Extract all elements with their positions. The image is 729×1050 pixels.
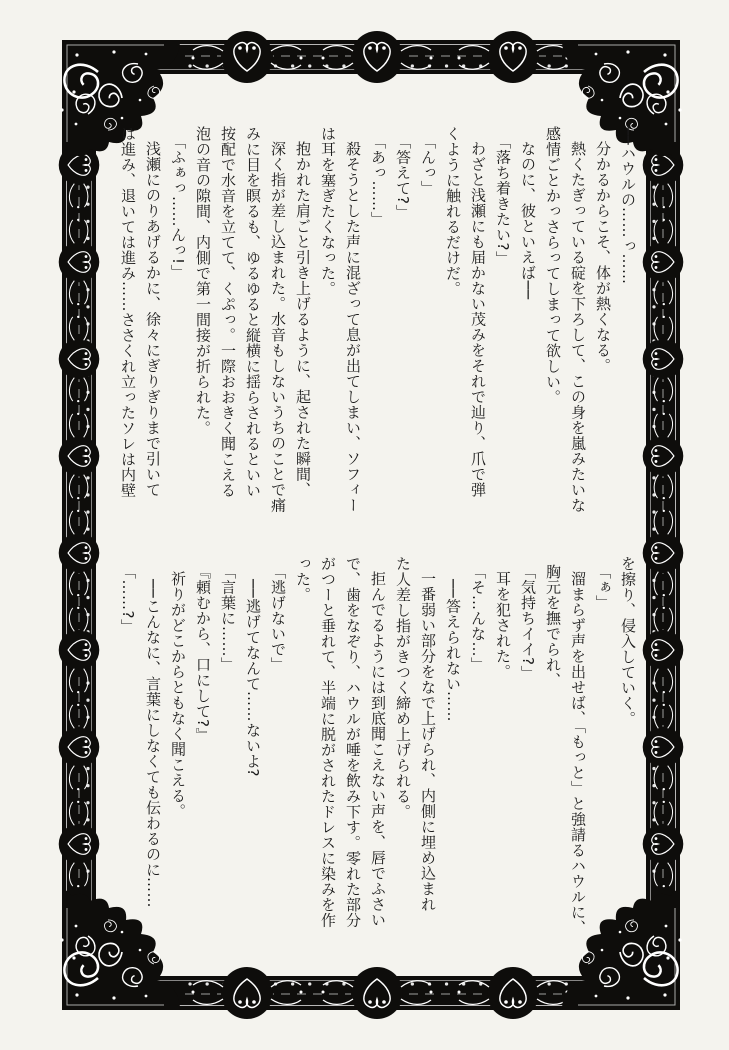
text-line: 耳を犯された。 (494, 571, 512, 680)
text-line: 按配で水音を立てて、くぷっ。一際おおきく聞こえる (219, 126, 237, 498)
text-line: 熱くたぎっている碇を下ろして、この身を嵐みたいな (569, 141, 587, 513)
text-block-top (115, 126, 640, 530)
text-line: わざと浅瀬にも届かない茂みをそれで辿り、爪で弾 (469, 141, 487, 498)
text-line: で、歯をなぞり、ハウルが唾を飲み下す。零れた部分 (344, 556, 362, 928)
text-line: 泡の音の隙間、内側で第一間接が折られた。 (194, 126, 212, 436)
text-line: 一番弱い部分をなで上げられ、内側に埋め込まれ (419, 571, 437, 912)
text-line: 「逃げないで」 (269, 563, 287, 672)
text-line: 「ふぁっ……んっ!」 (169, 133, 187, 280)
text-line: 「落ち着きたい?」 (494, 133, 512, 266)
text-line: 拒んでるようには到底聞こえない声を、唇でふさい (369, 571, 387, 928)
text-line: なのに、彼といえば── (519, 141, 537, 300)
text-line: 「言葉に……」 (219, 563, 237, 672)
text-line: 「んっ」 (419, 133, 437, 196)
text-line: ──こんなに、言葉にしなくても伝わるのに…… (144, 578, 162, 908)
text-line: みに目を瞑るも、ゆるゆると縦横に揺らされるといい (244, 126, 262, 498)
text-block-bottom (115, 556, 640, 960)
text-line: 「……?」 (119, 563, 137, 634)
text-line: ──答えられない…… (444, 578, 462, 722)
text-line: 「そ…んな…」 (469, 563, 487, 672)
text-line: 感情ごとかっさらってしまって欲しい。 (544, 126, 562, 405)
text-line: ──逃げてなんて……ないよ? (244, 578, 262, 777)
text-line: ──ハウルの……っ…… (619, 126, 637, 285)
text-line: 胸元を撫でられ、 (544, 563, 562, 688)
text-line: くように触れるだけだ。 (444, 126, 462, 297)
text-line: 殺そうとした声に混ざって息が出てしまい、ソフィー (344, 141, 362, 513)
text-line: 祈りがどこからともなく聞こえる。 (169, 571, 187, 819)
text-line: 「答えて?」 (394, 133, 412, 220)
text-line: 抱かれた肩ごと引き上げるように、起された瞬間、 (294, 141, 312, 498)
text-line: 浅瀬にのりあげるかに、徐々にぎりぎりまで引いて (144, 141, 162, 498)
text-line: 溜まらず声を出せば、「もっと」と強請るハウルに、 (569, 571, 587, 936)
text-line: がつーと垂れて、半端に脱がされたドレスに染みを作 (319, 556, 337, 928)
text-line: 分かるからこそ、体が熱くなる。 (594, 141, 612, 374)
text-line: 『頼むから、口にして?』 (194, 563, 212, 743)
text-line: を擦り、侵入していく。 (619, 556, 637, 727)
text-line: は進み、退いては進み……ささくれ立ったソレは内壁 (119, 126, 137, 498)
text-line: った。 (294, 556, 312, 603)
text-line: は耳を塞ぎたくなった。 (319, 126, 337, 297)
text-line: 深く指が差し込まれた。水音もしないうちのことで痛 (269, 141, 287, 513)
text-line: 「あっ……」 (369, 133, 387, 227)
text-line: 「気持ちイイ?」 (519, 563, 537, 681)
text-line: 「ぁ」 (594, 563, 612, 610)
text-line: た人差し指がきつく締め上げられる。 (394, 556, 412, 820)
